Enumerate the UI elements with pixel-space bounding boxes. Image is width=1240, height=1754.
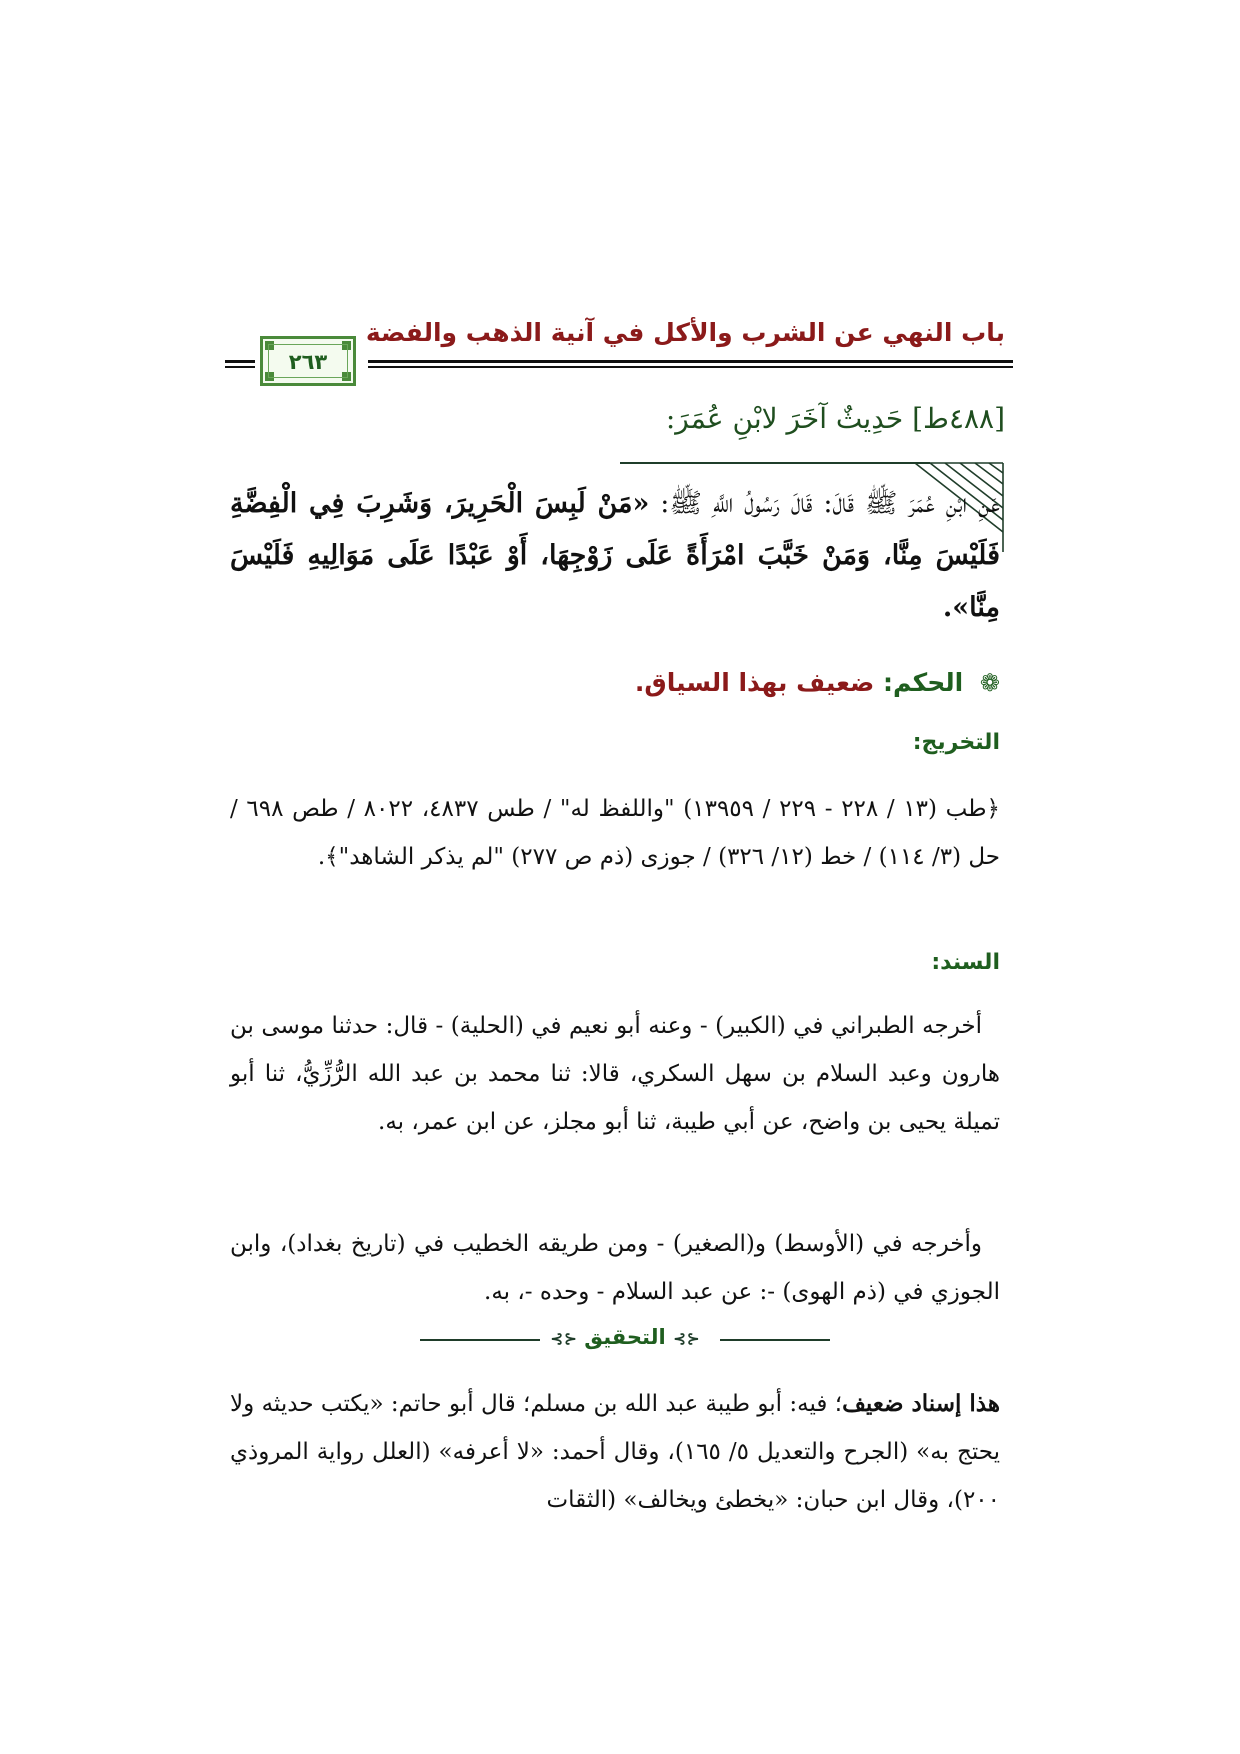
hadith-narration: عَنِ ابْنِ عُمَرَ ﷺ قَالَ: قَالَ رَسُولُ اللَّهِ ﷺ: bbox=[649, 488, 1000, 519]
takhrij-text: ﴿طب (١٣ / ٢٢٨ - ٢٢٩ / ١٣٩٥٩) "واللفظ له" / طس ٤٨٣٧، ٨٠٢٢ / طص ٦٩٨ / حل (٣/ ١١٤) / خط (١٢/ ٣٢٦) / جوزى (ذم ص ٢٧٧) "لم يذكر الشاهد"﴾. bbox=[230, 796, 1001, 870]
header-rule-left-2 bbox=[225, 366, 255, 368]
page-number: ٢٦٣ bbox=[268, 344, 348, 378]
tahqiq-lead: هذا إسناد ضعيف bbox=[842, 1390, 1001, 1417]
hadith-matn: «مَنْ لَبِسَ الْحَرِيرَ، وَشَرِبَ فِي الْفِضَّةِ فَلَيْسَ مِنَّا، وَمَنْ خَبَّبَ امْرَأَةً عَلَى زَوْجِهَا، أَوْ عَبْدًا عَلَى مَوَالِيهِ فَلَيْسَ مِنَّا». bbox=[230, 488, 1000, 623]
section-title: [٤٨٨ط] حَدِيثٌ آخَرَ لابْنِ عُمَرَ: bbox=[665, 402, 1005, 435]
sanad-paragraph-2: وأخرجه في (الأوسط) و(الصغير) - ومن طريقه الخطيب في (تاريخ بغداد)، وابن الجوزي في (ذم الهوى) -: عن عبد السلام - وحده -، به. bbox=[230, 1231, 1000, 1305]
page-number-frame bbox=[260, 336, 356, 386]
tahqiq-paragraph bbox=[230, 1380, 1000, 1524]
tahqiq-text: ؛ فيه: أبو طيبة عبد الله بن مسلم؛ قال أبو حاتم: «يكتب حديثه ولا يحتج به» (الجرح والتعديل ٥/ ١٦٥)، وقال أحمد: «لا أعرفه» (العلل رواية المروذي ٢٠٠)، وقال ابن حبان: «يخطئ ويخالف» (الثقات bbox=[230, 1391, 1001, 1513]
hukm-value: ضعيف بهذا السياق. bbox=[634, 668, 875, 697]
sanad-paragraph-1: أخرجه الطبراني في (الكبير) - وعنه أبو نعيم في (الحلية) - قال: حدثنا موسى بن هارون وعبد السلام بن سهل السكري، قالا: ثنا محمد بن عبد الله الرُّزِّيُّ، ثنا أبو تميلة يحيى بن واضح، عن أبي طيبة، ثنا أبو مجلز، عن ابن عمر، به. bbox=[230, 1013, 1000, 1135]
flower-icon: ❁ bbox=[979, 669, 1000, 697]
hadith-text-block bbox=[230, 478, 1000, 634]
tahqiq-heading: التحقيق bbox=[584, 1325, 666, 1349]
ornament-icon: ⊰⊱ bbox=[550, 1329, 577, 1348]
ornament-icon: ⊰⊱ bbox=[673, 1329, 700, 1348]
header-rule-right bbox=[368, 360, 1013, 363]
takhrij-heading: التخريج: bbox=[912, 730, 1000, 755]
running-header-title: باب النهي عن الشرب والأكل في آنية الذهب والفضة bbox=[365, 318, 1005, 347]
header-rule-left bbox=[225, 360, 255, 363]
tahqiq-divider bbox=[420, 1325, 830, 1355]
header-rule-right-2 bbox=[368, 366, 1013, 368]
sanad-heading: السند: bbox=[931, 950, 1000, 975]
hukm-label: الحكم: bbox=[883, 668, 964, 697]
hadith-top-rule bbox=[620, 462, 930, 464]
hukm-line bbox=[200, 668, 1000, 697]
